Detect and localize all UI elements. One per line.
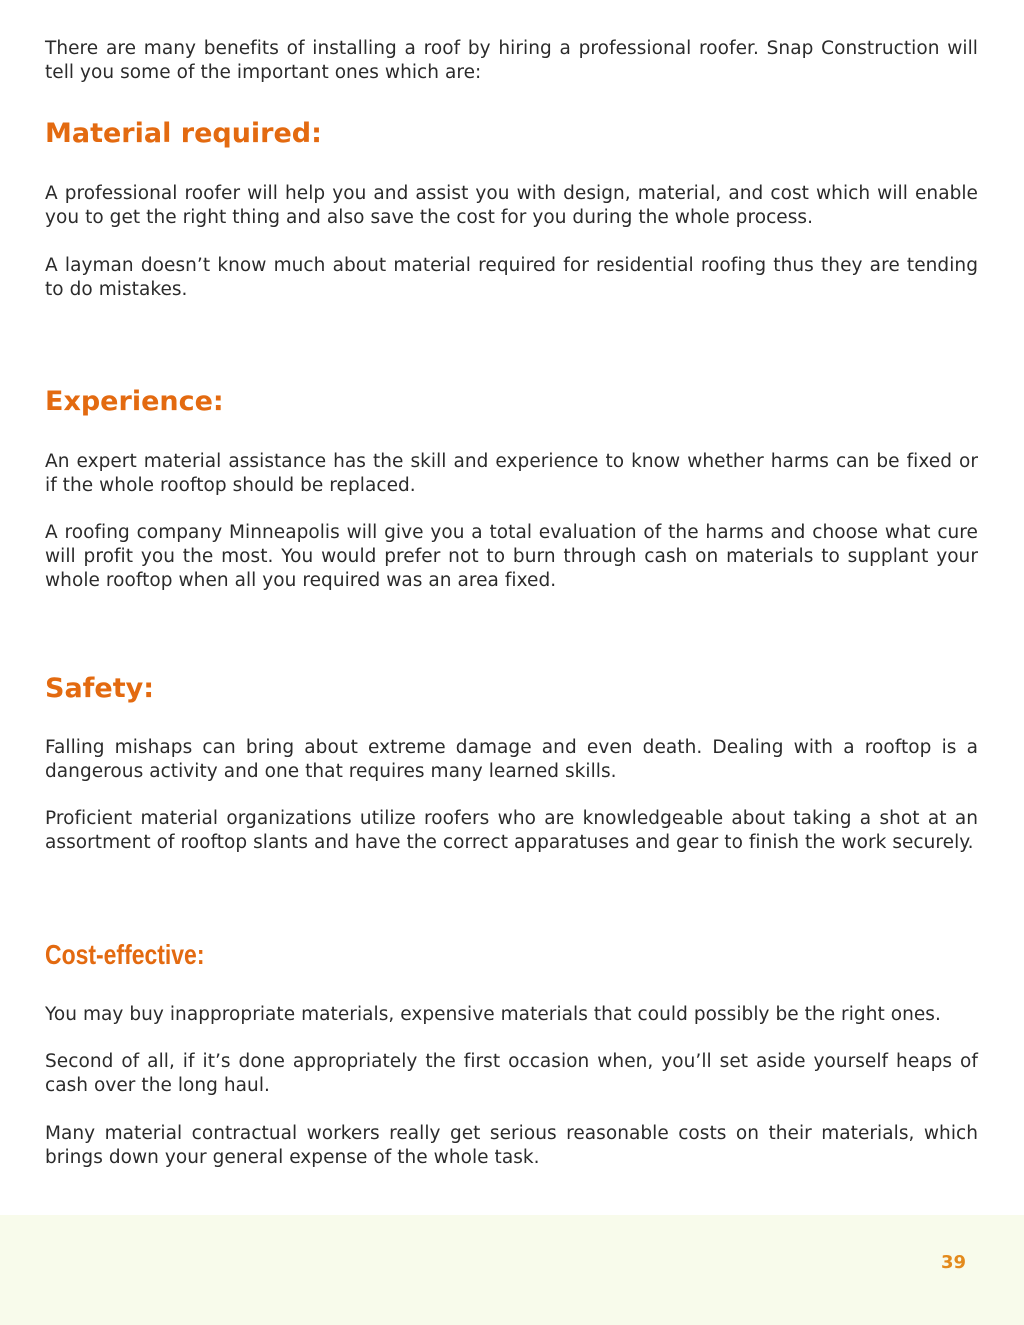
safety-paragraph-1: Falling mishaps can bring about extreme damage and even death. Dealing with a rooftop is a dangerous activity and one that requires many learned skills. (45, 737, 978, 782)
heading-cost-effective: Cost-effective: (45, 939, 205, 970)
heading-material-required: Material required: (45, 118, 322, 149)
intro-paragraph: There are many benefits of installing a roof by hiring a professional roofer. Snap Construction will tell you some of the important ones which are: (45, 38, 978, 83)
cost-paragraph-2: Second of all, if it’s done appropriately the first occasion when, you’ll set aside yourself heaps of cash over the long haul. (45, 1051, 978, 1096)
page-number: 39 (940, 1252, 966, 1273)
material-paragraph-2: A layman doesn’t know much about material required for residential roofing thus they are tending to do mistakes. (45, 255, 978, 300)
cost-paragraph-1: You may buy inappropriate materials, expensive materials that could possibly be the right ones. (45, 1004, 941, 1025)
experience-paragraph-1: An expert material assistance has the skill and experience to know whether harms can be fixed or if the whole rooftop should be replaced. (45, 451, 978, 496)
material-paragraph-1: A professional roofer will help you and assist you with design, material, and cost which will enable you to get the right thing and also save the cost for you during the whole process. (45, 183, 978, 228)
experience-paragraph-2: A roofing company Minneapolis will give you a total evaluation of the harms and choose what cure will profit you the most. You would prefer not to burn through cash on materials to supplant your whole rooftop when all you required was an area fixed. (45, 522, 978, 591)
safety-paragraph-2: Proficient material organizations utilize roofers who are knowledgeable about taking a shot at an assortment of rooftop slants and have the correct apparatuses and gear to finish the work securely. (45, 808, 978, 853)
page-footer (0, 1215, 1024, 1325)
heading-experience: Experience: (45, 386, 224, 417)
cost-paragraph-3: Many material contractual workers really get serious reasonable costs on their materials, which brings down your general expense of the whole task. (45, 1123, 978, 1168)
heading-safety: Safety: (45, 673, 155, 704)
